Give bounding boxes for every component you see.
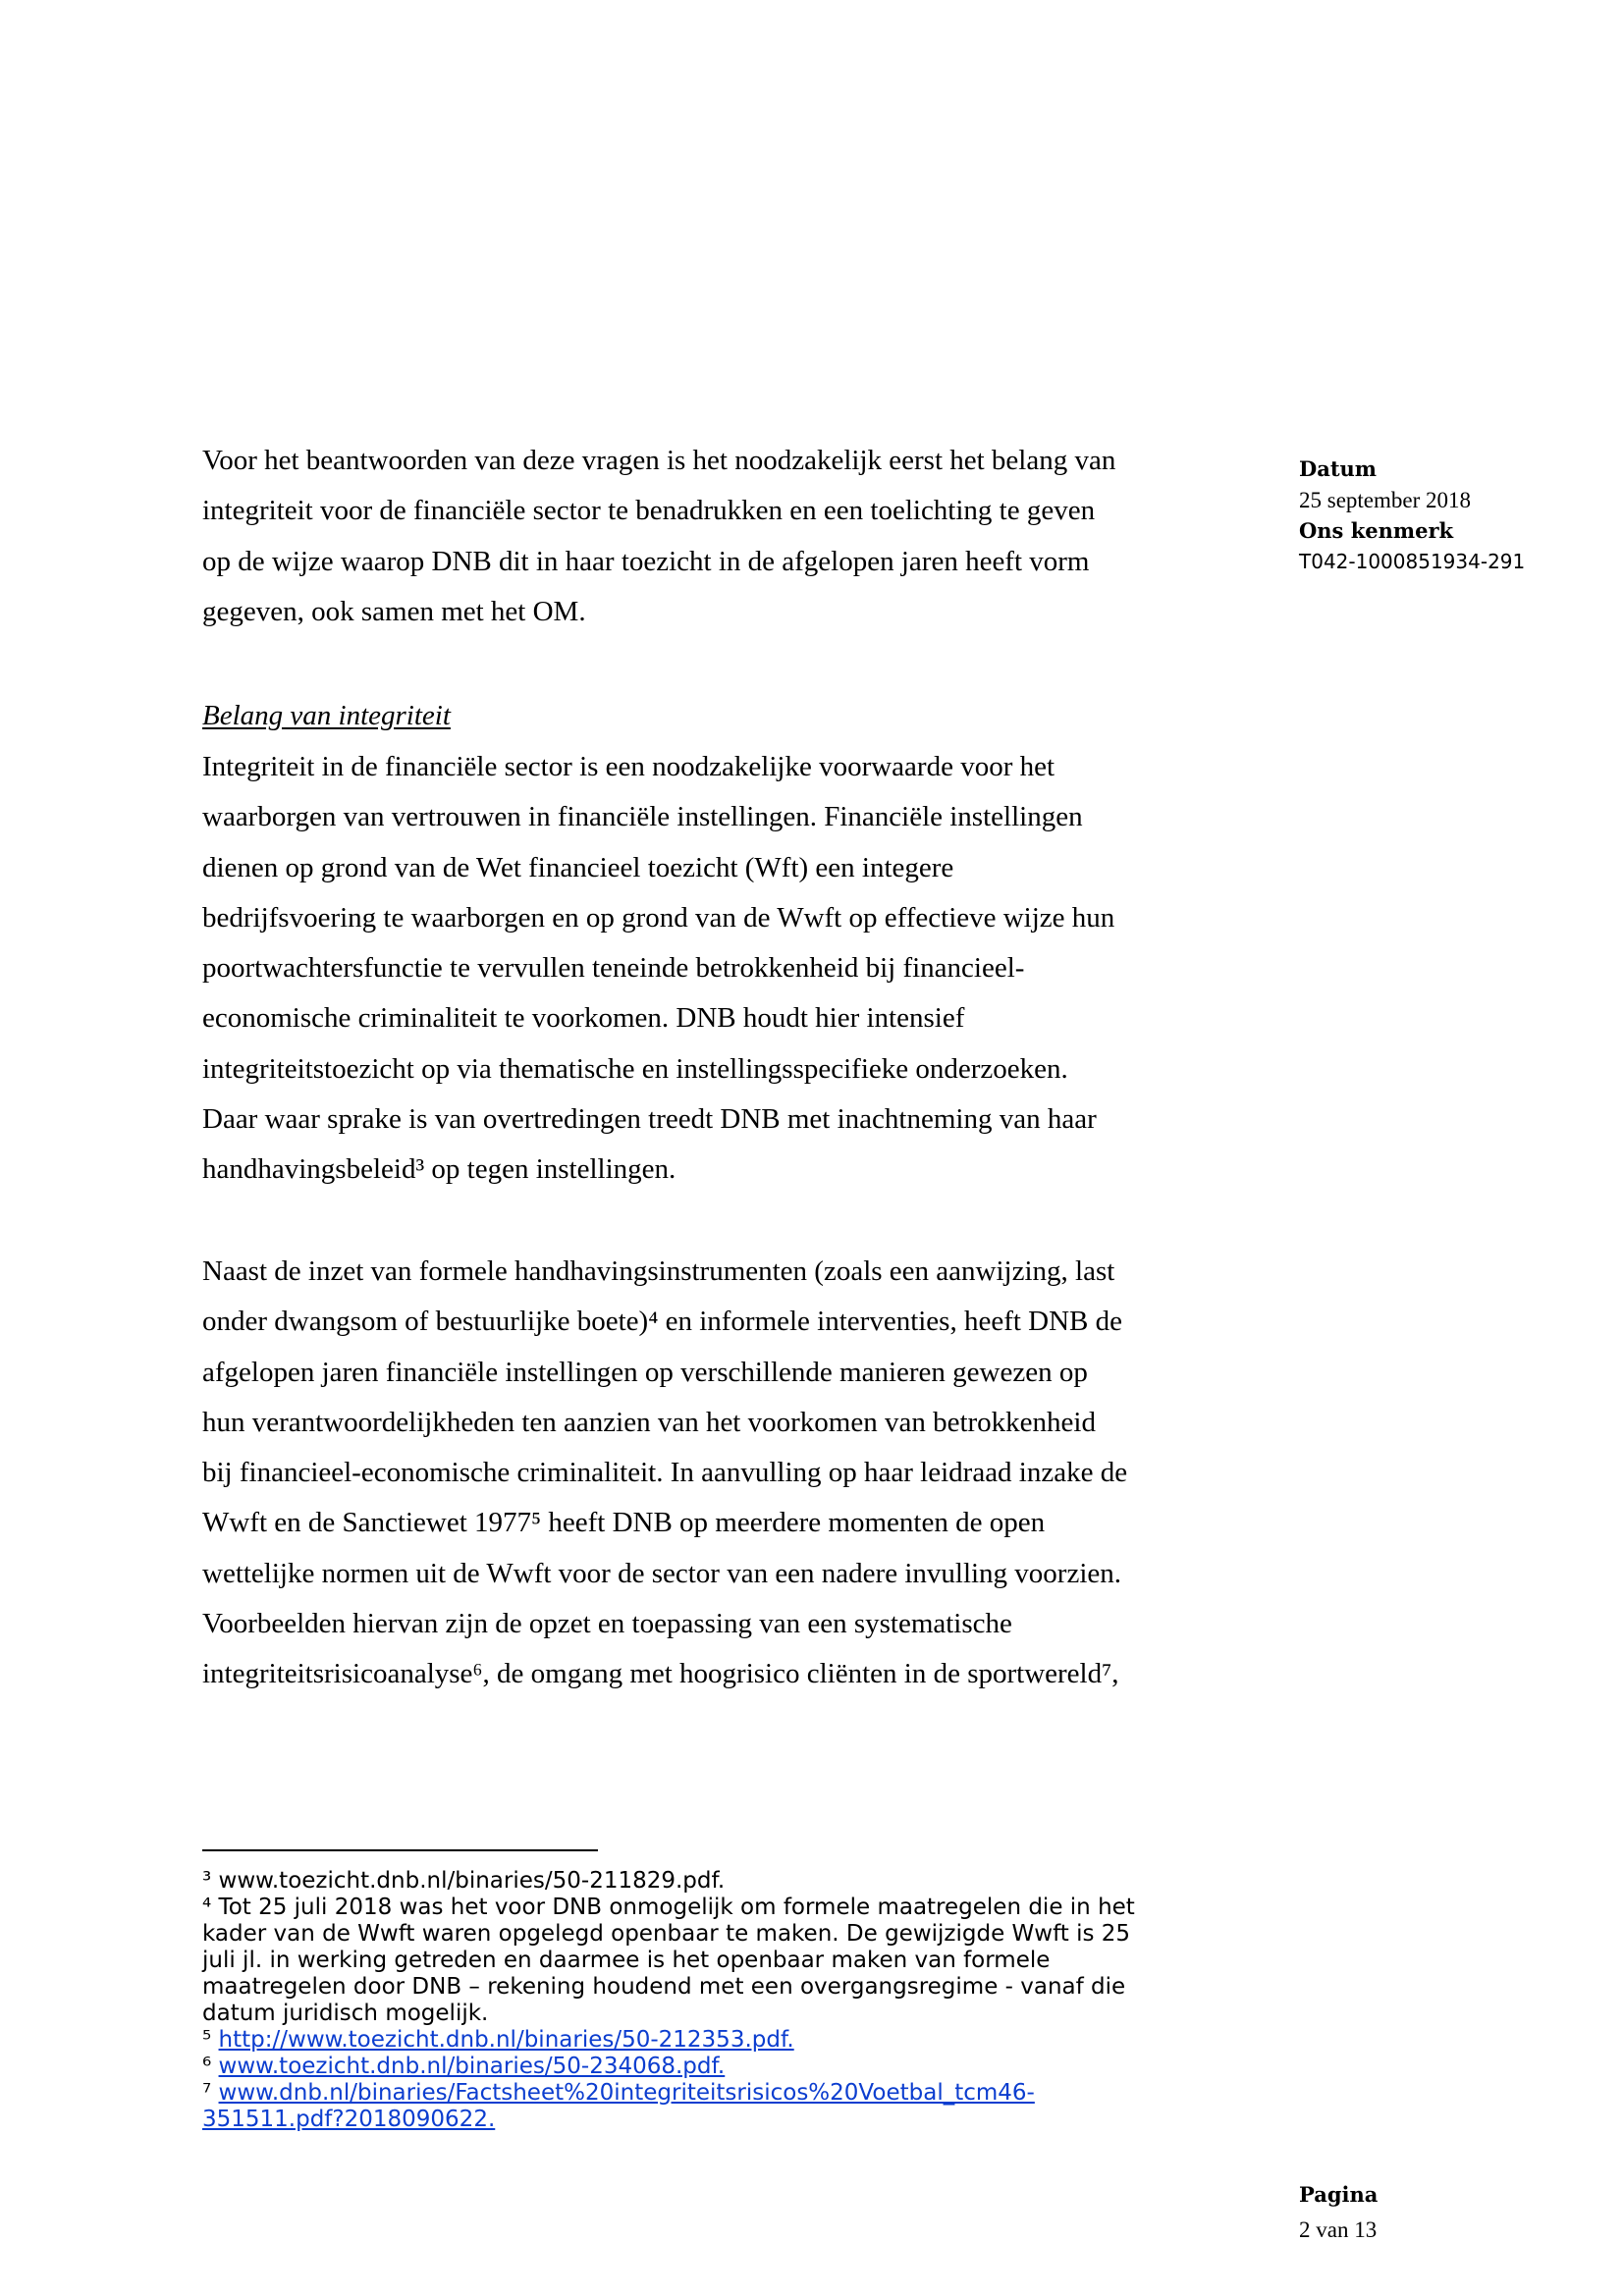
footnote-7-continuation [202,2107,1135,2133]
paragraph-line: gegeven, ook samen met het OM. [202,595,586,627]
paragraph-1 [202,436,1115,637]
footnote-text: Tot 25 juli 2018 was het voor DNB onmogelijk om formele maatregelen die in het [218,1895,1135,1920]
paragraph-2 [202,742,1114,1196]
paragraph-line: Wwft en de Sanctiewet 1977⁵ heeft DNB op meerdere momenten de open [202,1507,1046,1539]
paragraph-line: Voor het beantwoorden van deze vragen is het noodzakelijk eerst het belang van [202,445,1116,476]
footnote-separator [202,1849,598,1851]
paragraph-line: op de wijze waarop DNB dit in haar toezicht in de afgelopen jaren heeft vorm [202,545,1090,577]
paragraph-line: Daar waar sprake is van overtredingen treedt DNB met inachtneming van haar [202,1103,1097,1136]
paragraph-line: bij financieel-economische criminaliteit. In aanvulling op haar leidraad inzake de [202,1457,1128,1489]
reference-label: Ons kenmerk [1299,518,1454,543]
footnote-6 [202,2054,1135,2080]
paragraph-line: bedrijfsvoering te waarborgen en op grond van de Wwft op effectieve wijze hun [202,901,1115,934]
footnote-marker: ⁷ [202,2080,212,2106]
footnote-marker: ⁴ [202,1895,212,1920]
paragraph-line: afgelopen jaren financiële instellingen op verschillende manieren gewezen op [202,1356,1088,1388]
footnote-text: www.toezicht.dnb.nl/binaries/50-211829.pdf. [218,1868,726,1894]
footnote-marker: ⁵ [202,2027,212,2053]
footnote-7-link[interactable]: 351511.pdf?2018090622. [202,2107,496,2132]
paragraph-line: Naast de inzet van formele handhavingsinstrumenten (zoals een aanwijzing, last [202,1255,1115,1287]
footnote-marker: ⁶ [202,2054,212,2079]
paragraph-line: hun verantwoordelijkheden ten aanzien van het voorkomen van betrokkenheid [202,1406,1096,1438]
date-label: Datum [1299,456,1378,481]
footnote-7 [202,2080,1135,2107]
paragraph-line: waarborgen van vertrouwen in financiële instellingen. Financiële instellingen [202,801,1083,833]
page-footer [1299,2177,1378,2248]
footnote-6-link[interactable]: www.toezicht.dnb.nl/binaries/50-234068.pdf. [218,2054,726,2079]
paragraph-line: integriteit voor de financiële sector te benadrukken en een toelichting te geven [202,495,1096,527]
reference-value: T042-1000851934-291 [1299,549,1526,573]
footnote-4-continuation: maatregelen door DNB – rekening houdend met een overgangsregime - vanaf die [202,1974,1126,2000]
letter-metadata [1299,454,1525,577]
section-heading-block [202,691,451,741]
section-heading: Belang van integriteit [202,700,451,731]
footnote-5 [202,2027,1135,2054]
footnote-4-continuation: datum juridisch mogelijk. [202,2001,489,2026]
paragraph-3 [202,1247,1127,1700]
page-label: Pagina [1299,2182,1379,2207]
footnote-7-link[interactable]: www.dnb.nl/binaries/Factsheet%20integriteitsrisicos%20Voetbal_tcm46- [218,2080,1035,2106]
footnote-marker: ³ [202,1868,212,1894]
paragraph-line: Integriteit in de financiële sector is een noodzakelijke voorwaarde voor het [202,751,1055,782]
footnote-4-continuation: juli jl. in werking getreden en daarmee is het openbaar maken van formele [202,1948,1051,1973]
paragraph-line: handhavingsbeleid³ op tegen instellingen. [202,1153,676,1186]
footnote-5-link[interactable]: http://www.toezicht.dnb.nl/binaries/50-212353.pdf. [218,2027,794,2053]
paragraph-line: onder dwangsom of bestuurlijke boete)⁴ en informele interventies, heeft DNB de [202,1306,1123,1338]
paragraph-line: dienen op grond van de Wet financieel toezicht (Wft) een integere [202,851,954,883]
paragraph-line: wettelijke normen uit de Wwft voor de sector van een nadere invulling voorzien. [202,1557,1122,1589]
paragraph-line: poortwachtersfunctie te vervullen teneinde betrokkenheid bij financieel- [202,952,1025,985]
footnote-4 [202,1895,1135,1921]
footnotes [202,1868,1135,2133]
footnote-3 [202,1868,1135,1895]
paragraph-line: Voorbeelden hiervan zijn de opzet en toepassing van een systematische [202,1608,1012,1640]
paragraph-line: economische criminaliteit te voorkomen. DNB houdt hier intensief [202,1002,965,1035]
paragraph-line: integriteitstoezicht op via thematische en instellingsspecifieke onderzoeken. [202,1052,1068,1085]
date-value: 25 september 2018 [1299,487,1472,512]
page-number: 2 van 13 [1299,2217,1378,2242]
paragraph-line: integriteitsrisicoanalyse⁶, de omgang met hoogrisico cliënten in de sportwereld⁷, [202,1658,1119,1690]
footnote-4-continuation: kader van de Wwft waren opgelegd openbaar te maken. De gewijzigde Wwft is 25 [202,1921,1131,1947]
